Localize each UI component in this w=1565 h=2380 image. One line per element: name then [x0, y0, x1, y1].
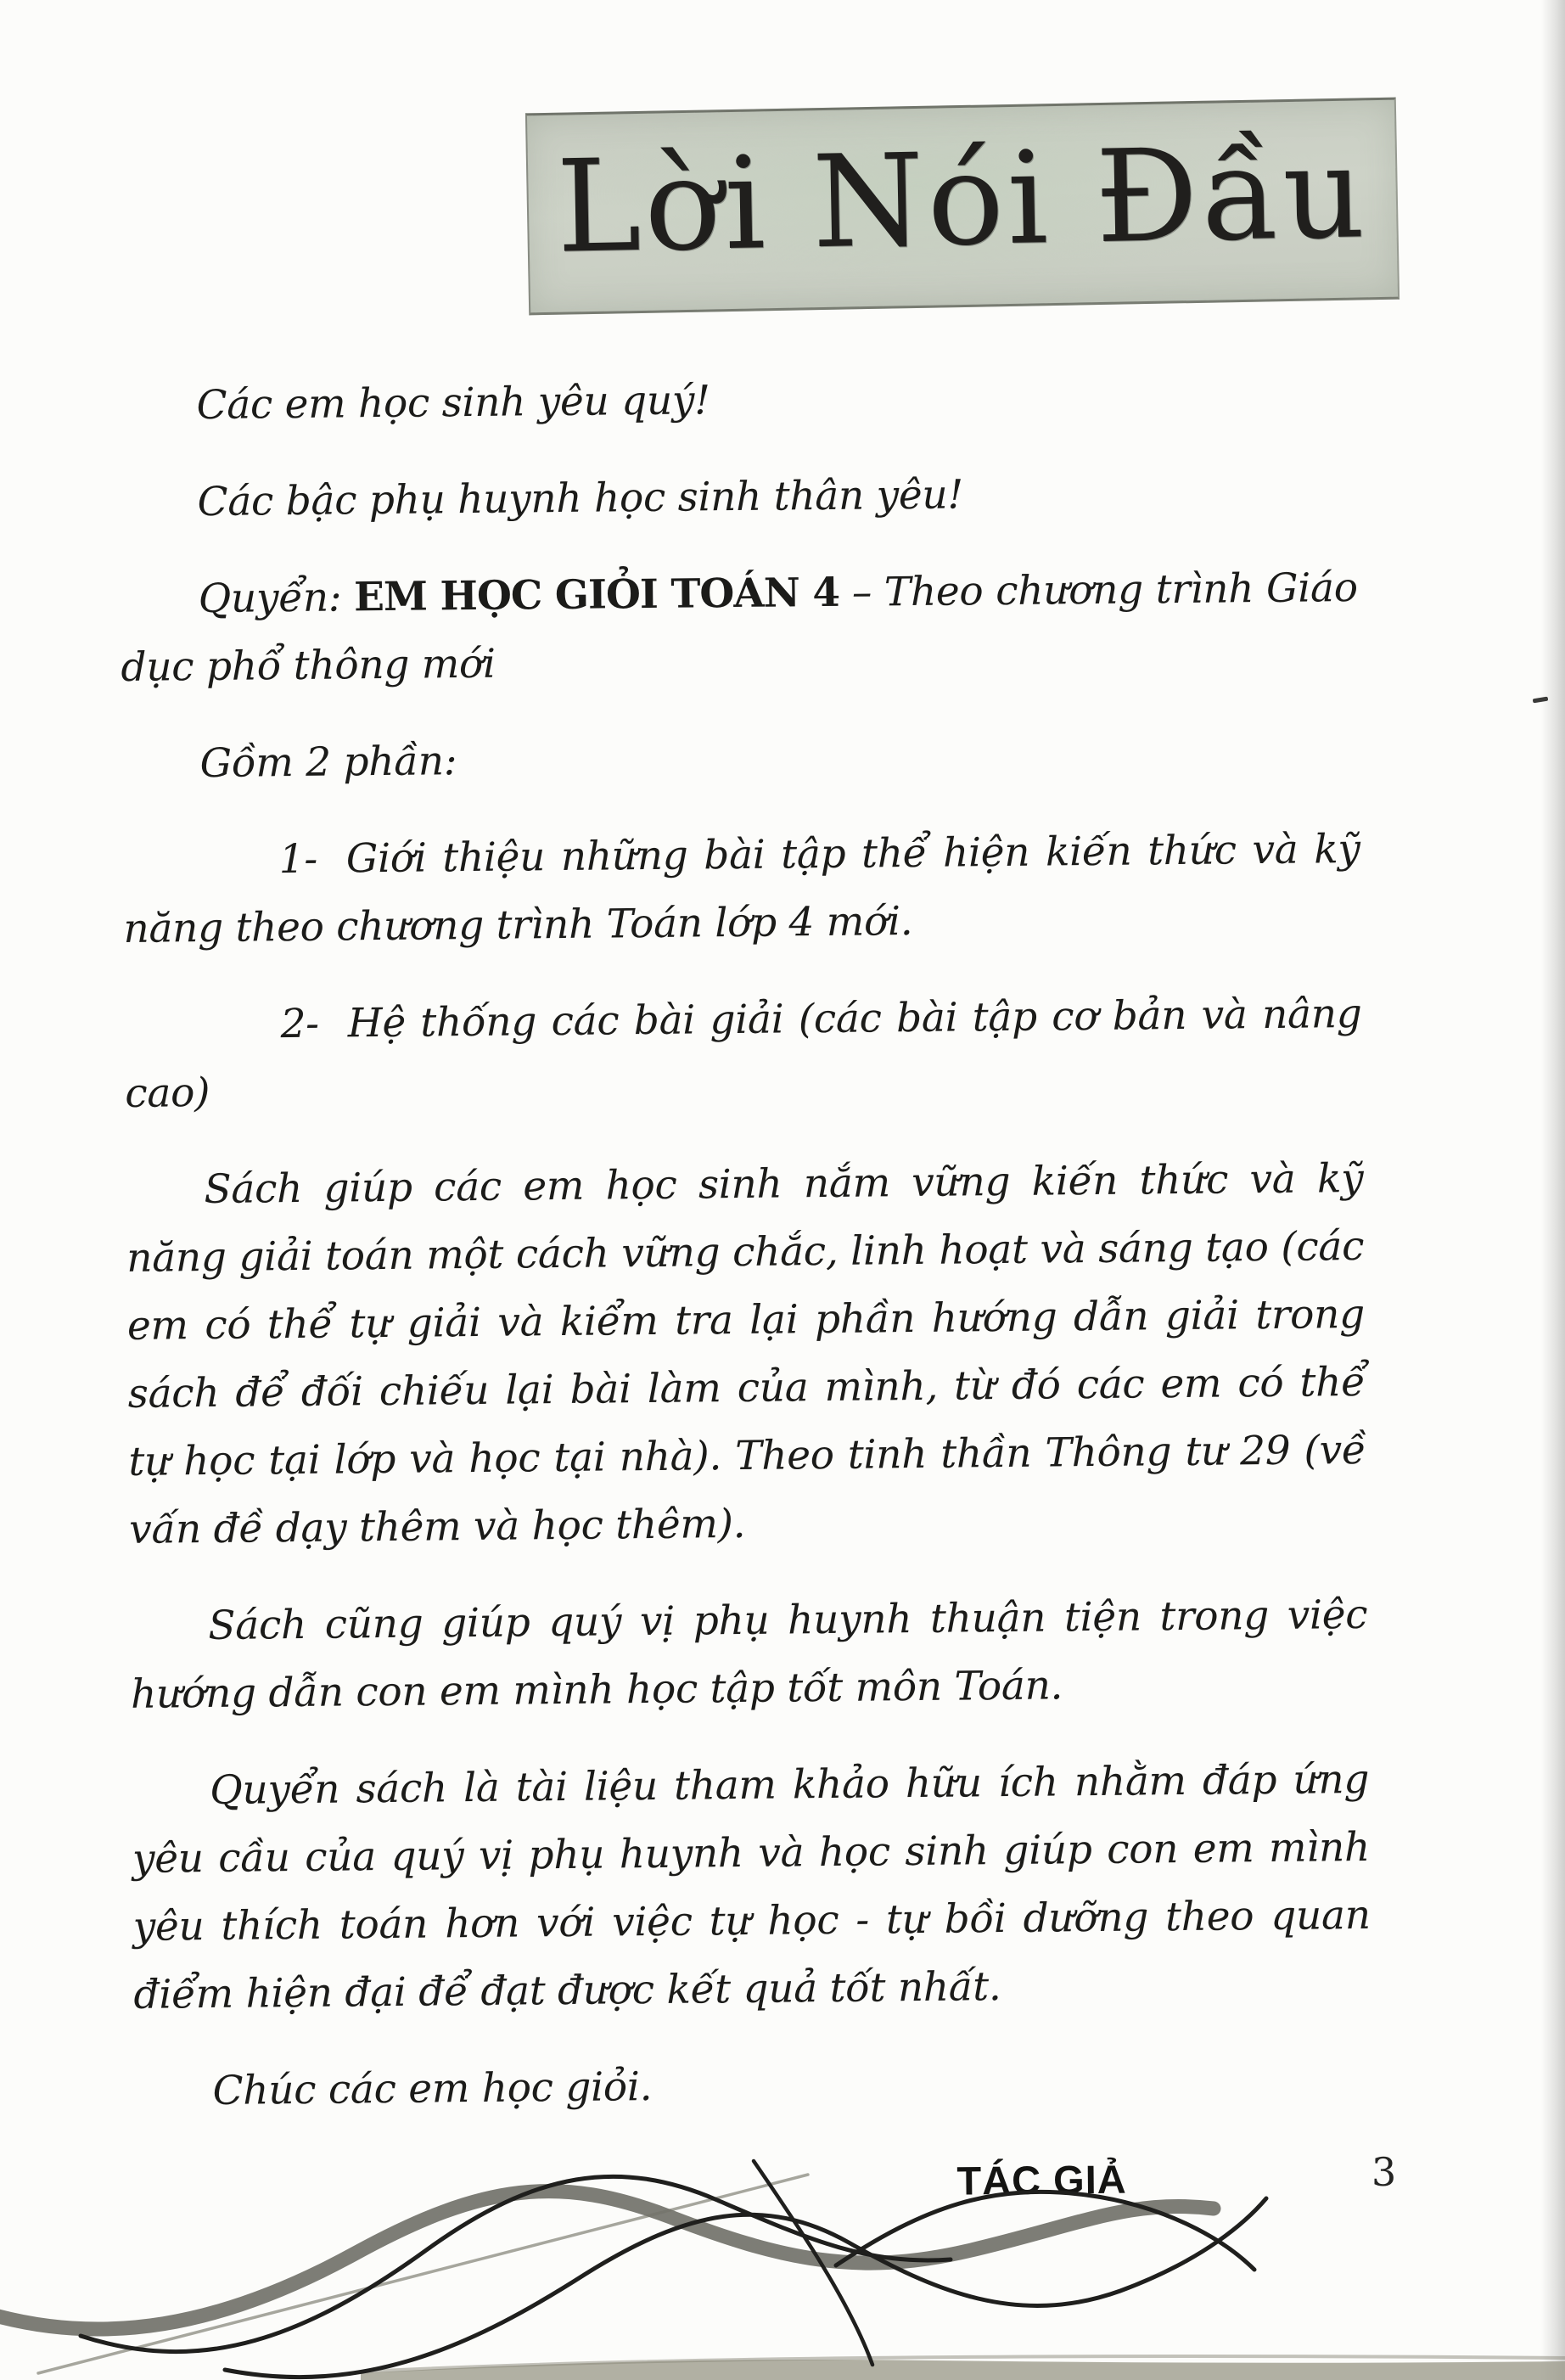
- part-2-text: Hệ thống các bài giải (các bài tập cơ bản và nâng cao): [125, 990, 1362, 1117]
- greeting-parents: Các bậc phụ huynh học sinh thân yêu!: [197, 471, 964, 526]
- book-intro-suffix: – Theo chương trình Giáo dục phổ thông mới: [121, 564, 1358, 691]
- part-1-text: Giới thiệu những bài tập thể hiện kiến thức và kỹ năng theo chương trình Toán lớp 4 mới.: [123, 825, 1360, 952]
- paragraph-benefit-parents: Sách cũng giúp quý vị phụ huynh thuận tiện trong việc hướng dẫn con em mình học tập tốt môn Toán.: [130, 1591, 1368, 1718]
- scan-edge-band: [1541, 0, 1565, 2380]
- book-title: EM HỌC GIỎI TOÁN 4: [353, 569, 840, 621]
- author-signature: TÁC GIẢ: [956, 2156, 1127, 2203]
- page-number: 3: [1371, 2149, 1397, 2195]
- closing-wish: Chúc các em học giỏi.: [212, 2063, 653, 2115]
- book-intro-prefix: Quyển:: [198, 574, 355, 623]
- part-1-number: 1-: [278, 835, 318, 884]
- part-item-1: [122, 816, 1360, 963]
- part-2-number: 2-: [280, 1000, 320, 1048]
- paragraph-reference-value: Quyển sách là tài liệu tham khảo hữu ích nhằm đáp ứng yêu cầu của quý vị phụ huynh và học sinh giúp con em mình yêu thích toán hơn với việc tự học - tự bồi dưỡng theo quan điểm hiện đại để đạt được kết quả tốt nhất.: [132, 1755, 1371, 2018]
- parts-heading: Gồm 2 phần:: [199, 738, 457, 788]
- footer-swoosh-decoration: [0, 2117, 1565, 2380]
- swoosh-diagonal-line: [38, 2175, 808, 2373]
- part-item-2: [124, 980, 1362, 1128]
- scan-shadow-bottom: [361, 2360, 1565, 2380]
- book-introduction: [120, 554, 1358, 702]
- swoosh-black-wave-2: [225, 2198, 1266, 2377]
- paragraph-benefit-students: Sách giúp các em học sinh nắm vững kiến thức và kỹ năng giải toán một cách vững chắc, linh hoạt và sáng tạo (các em có thể tự giải và kiểm tra lại phần hướng dẫn giải trong sách để đối chiếu lại bài làm của mình, từ đó các em có thể tự học tại lớp và học tại nhà). Theo tinh thần Thông tư 29 (về vấn đề dạy thêm và học thêm).: [126, 1154, 1366, 1553]
- preface-body: [115, 0, 1373, 2252]
- chapter-title: Lời Nói Đầu: [555, 119, 1370, 282]
- greeting-students: Các em học sinh yêu quý!: [196, 377, 710, 429]
